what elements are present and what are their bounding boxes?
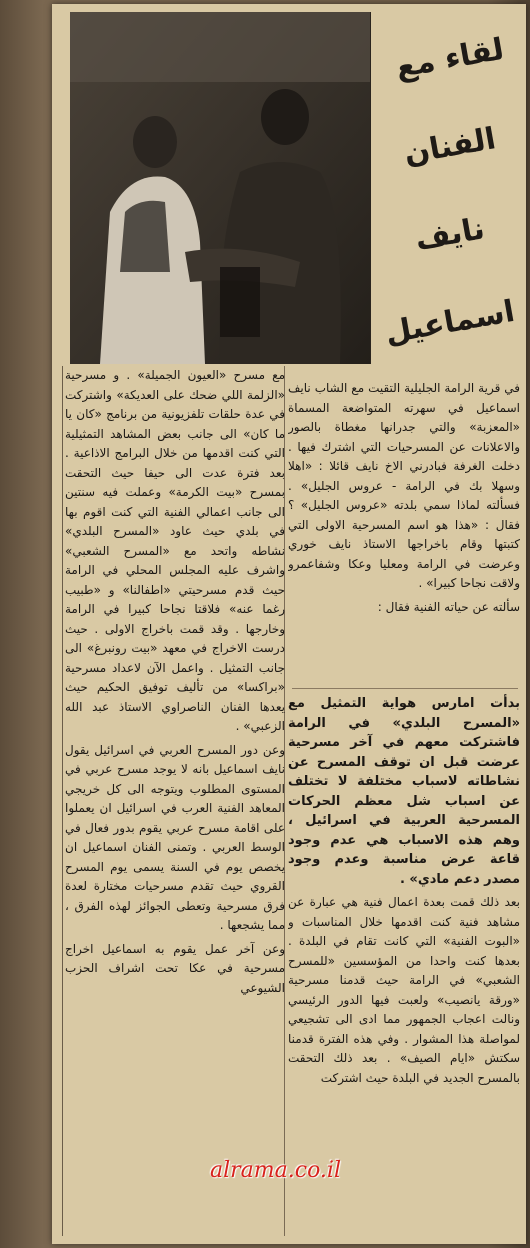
paragraph: سألته عن حياته الفنية فقال : bbox=[377, 599, 520, 614]
photo-image bbox=[70, 12, 370, 364]
newspaper-clipping bbox=[52, 4, 526, 1244]
title-line-4: اسماعيل bbox=[382, 293, 518, 352]
article-column-right-lower bbox=[288, 694, 520, 1234]
article-title bbox=[380, 31, 520, 374]
site-watermark: alrama.co.il bbox=[210, 1158, 342, 1183]
title-line-2: الفنان bbox=[401, 121, 499, 172]
paragraph: وعن آخر عمل يقوم به اسماعيل اخراج مسرحية في عكا تحت اشراف الحزب الشيوعي bbox=[65, 941, 285, 995]
paragraph: في قرية الرامة الجليلية التقيت مع الشاب نايف اسماعيل في سهرته المتواضعة المسماة «المعزبة» والتي جدرانها مغطاة بالصور والاعلانات عن المسرحيات التي اشترك فيها . دخلت الغرفة فبادرني الاخ نايف قائلا : «اهلا وسهلا بك في الرامة - عروس الجليل» . فسألته لماذا سمي بلدته «عروس الجليل» ؟ فقال : «هذا هو اسم المسرحية الاولى التي كتبتها وقام باخراجها الاستاذ نايف خوري وعرضت في الرامة ومعليا وعكا وشفاعمرو ولاقت نجاحا كبيرا» . bbox=[288, 381, 520, 590]
article-photo bbox=[70, 12, 371, 364]
article-column-right bbox=[288, 379, 520, 684]
title-line-3: نايف bbox=[412, 211, 488, 258]
paragraph: وعن دور المسرح العربي في اسرائيل يقول نايف اسماعيل بانه لا يوجد مسرح عربي في المستوى المطلوب ويتوجه الى كل خريجي المعاهد الفنية العرب في اسرائيل ان يعملوا على اقامة مسرح عربي يقوم بدور فعال في الوسط العربي . وتمنى الفنان اسماعيل ان يخصص يوم في السنة يسمى يوم المسرح القروي حيث تقدم مسرحيات مختارة لعدة فرق مسرحية وتعطى الجوائز لهذه الفرق ، مما يشجعها . bbox=[65, 742, 285, 932]
article-column-left bbox=[62, 366, 285, 1236]
title-line-1: لقاء مع bbox=[393, 31, 507, 86]
paragraph: مع مسرح «العيون الجميلة» . و مسرحية «الزلمة اللي ضحك على العديكة» واشتركت في عدة حلقات تلفزيونية من برنامج «كان يا ما كان» الى جانب بعض المشاهد التمثيلية التي كنت اقدمها من خلال البرامج الاذاعية . بعد فترة عدت الى حيفا حيث التحقت بمسرح «بيت الكرمة» وعملت فيه سنتين الى جانب اعمالي الفنية التي كنت اقوم بها في بلدي حيث عاود «المسرح البلدي» نشاطه واتحد مع «المسرح الشعبي» واشرف عليه المجلس المحلي في الرامة حيث قدم مسرحيتي «اطفالنا» و «طبيب رغما عنه» فلاقتا نجاحا كبيرا في الرامة وخارجها . وقد قمت باخراج الاولى . حيث درست الاخراج في معهد «بيت رونبرغ» الى جانب التمثيل . واعمل الآن لاعداد مسرحية «براكسا» من تأليف توفيق الحكيم حيث يعدها الفنان الناصراوي الاستاذ عبد الله الزعبي» . bbox=[65, 368, 285, 733]
section-rule bbox=[292, 688, 518, 689]
bold-paragraph: بدأت امارس هواية التمثيل مع «المسرح البلدي» في الرامة فاشتركت معهم في آخر مسرحية عرضت قبل ان توقف المسرح عن نشاطاته لاسباب مختلفة لا تختلف عن اسباب شل معظم الحركات المسرحية العربية في اسرائيل ، وهم هذه الاسباب هي عدم وجود قاعة عرض مناسبة وعدم وجود مصدر دعم مادي» . bbox=[288, 696, 520, 887]
paragraph: بعد ذلك قمت بعدة اعمال فنية هي عبارة عن مشاهد فنية كنت اقدمها خلال المناسبات و «البوت الفنية» التي كانت تقام في البلدة . بعدها كنت واحدا من المؤسسين «للمسرح الشعبي» في الرامة حيث قدمنا مسرحية «ورقة يانصيب» ولعبت فيها الدور الرئيسي ونالت اعجاب الجمهور مما ادى الى تشجيعي لمواصلة هذا المشوار . وفي هذه الفترة قدمنا سكتش «ايام الصيف» . بعد ذلك التحقت بالمسرح الجديد في البلدة حيث اشتركت bbox=[288, 895, 520, 1085]
